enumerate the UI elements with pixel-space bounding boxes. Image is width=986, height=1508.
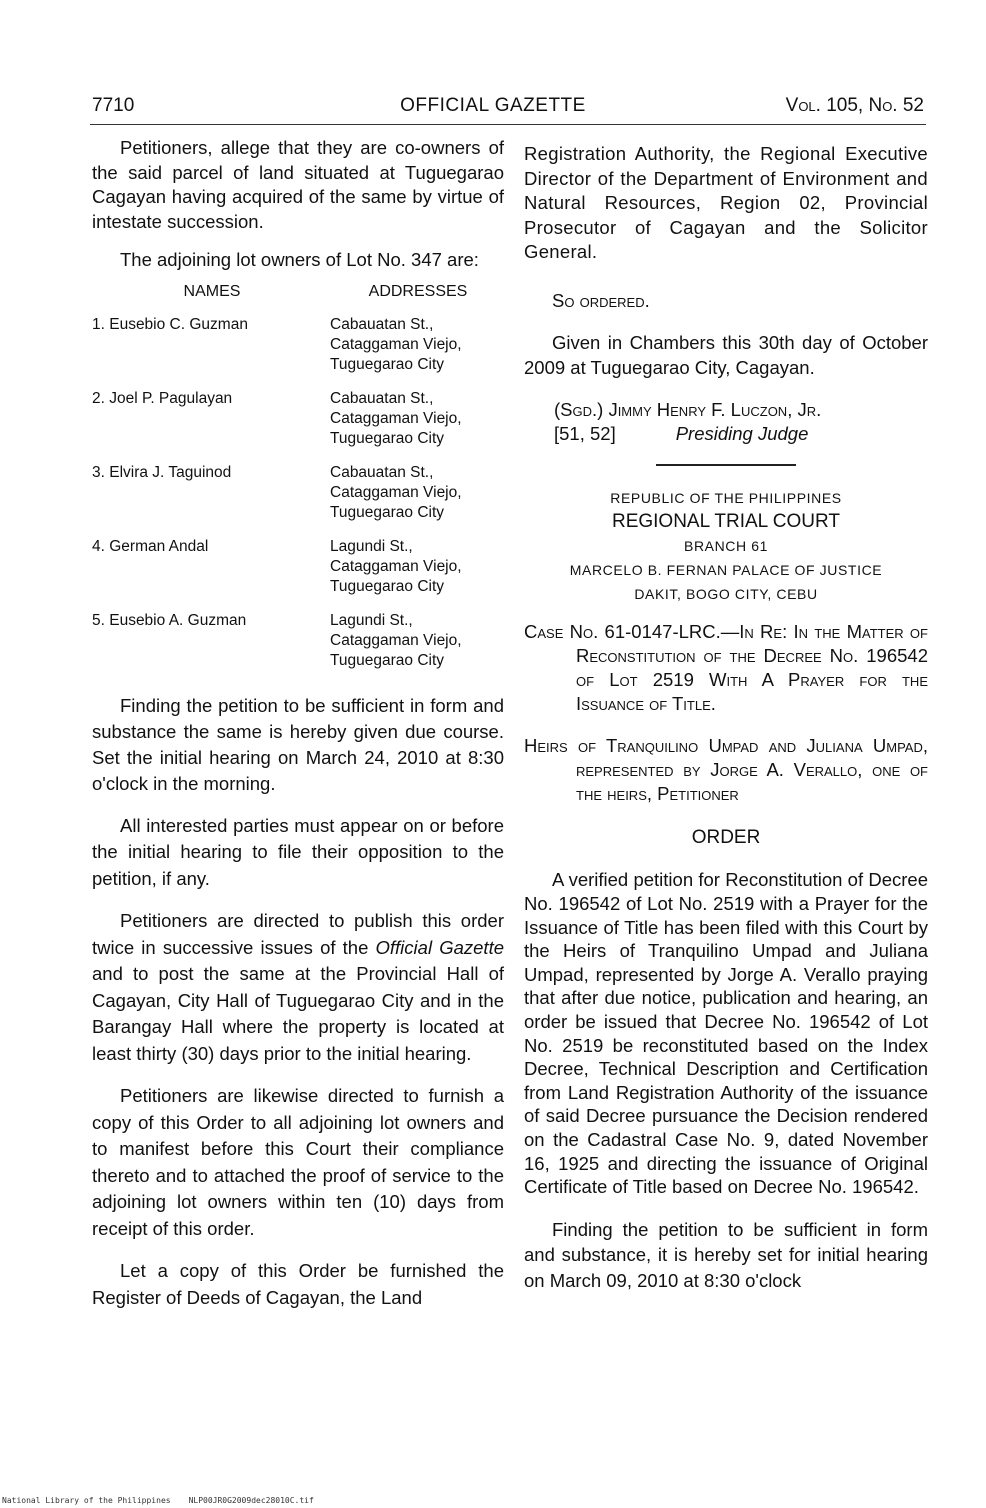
court-branch: BRANCH 61 [684, 538, 768, 555]
section-divider [656, 464, 796, 466]
page-number: 7710 [92, 95, 135, 116]
owner-name: 5. Eusebio A. Guzman [92, 611, 247, 629]
names-column-header: NAMES [183, 282, 241, 300]
owner-address [330, 463, 504, 523]
paragraph-registration-authority: Registration Authority, the Regional Executive Director of the Department of Environment and Natural Resources, Region 02, Provincial Prosecutor of Cagayan and the Solicitor General. [524, 143, 928, 263]
right-column [524, 142, 928, 1293]
scan-filename: NLP00JR0G2009dec28010C.tif [188, 1496, 314, 1505]
publication-title: OFFICIAL GAZETTE [400, 95, 586, 116]
court-place: DAKIT, BOGO CITY, CEBU [634, 586, 818, 603]
address-line: Tuguegarao City [330, 429, 445, 447]
adjoining-owners-table [92, 283, 504, 671]
paragraph-given-in-chambers: Given in Chambers this 30th day of October 2009 at Tuguegarao City, Cagayan. [524, 332, 928, 378]
address-line: Tuguegarao City [330, 577, 445, 595]
gazette-name-italic: Official Gazette [375, 936, 504, 958]
judge-name: (Sgd.) Jimmy Henry F. Luczon, Jr. [554, 399, 822, 421]
address-line: Tuguegarao City [330, 651, 445, 669]
paragraph-register-of-deeds: Let a copy of this Order be furnished the Register of Deeds of Cagayan, the Land [92, 1260, 504, 1308]
table-row [92, 537, 504, 597]
address-line: Lagundi St., [330, 537, 413, 555]
publish-order-text: Petitioners are directed to publish this order twice in successive issues of the [92, 910, 504, 958]
court-palace: MARCELO B. FERNAN PALACE OF JUSTICE [569, 562, 883, 579]
paragraph-interested-parties: All interested parties must appear on or before the initial hearing to file their opposition to the petition, if any. [92, 814, 504, 889]
owner-name: 4. German Andal [92, 537, 209, 555]
paragraph-sufficient-form: Finding the petition to be sufficient in form and substance the same is hereby given due course. Set the initial hearing on March 24, 2010 at 8:30 o'clock in the morning. [92, 694, 504, 794]
paragraph-co-owners: Petitioners, allege that they are co-owners of the said parcel of land situated at Tuguegarao Cagayan having acquired of the same by virtue of intestate succession. [92, 137, 504, 232]
address-line: Cataggaman Viejo, [330, 483, 462, 501]
judge-role: Presiding Judge [675, 423, 809, 445]
table-row [92, 463, 504, 523]
address-line: Tuguegarao City [330, 503, 445, 521]
address-line: Cabauatan St., [330, 463, 434, 481]
table-row [92, 611, 504, 671]
table-row [92, 315, 504, 375]
paragraph-verified-petition: A verified petition for Reconstitution of Decree No. 196542 of Lot No. 2519 with a Prayer for the Issuance of Title has been filed with this Court by the Heirs of Tranquilino Umpad and Juliana Umpad, represented by Jorge A. Verallo praying that after due notice, publication and hearing, an order be issued that Decree No. 196542 of Lot No. 2519 be reconstituted based on the Index Decree, Technical Description and Certification from Land Registration Authority of the issuance of said Decree pursuance the Decision rendered on the Cadastral Case No. 9, dated November 16, 1925 and directing the issuance of Original Certificate of Title based on Decree No. 196542. [524, 869, 928, 1198]
paragraph-publish-order [92, 908, 504, 1067]
publish-order-text-cont: and to post the same at the Provincial Hall of Cagayan, City Hall of Tuguegarao City and in the Barangay Hall where the property is located at least thirty (30) days prior to the initial hearing. [92, 963, 504, 1064]
case-parties: Heirs of Tranquilino Umpad and Juliana Umpad, represented by Jorge A. Verallo, one of the heirs, Petitioner [524, 735, 928, 805]
paragraph-furnish-copy: Petitioners are likewise directed to furnish a copy of this Order to all adjoining lot owners and to manifest before this Court their compliance thereto and to attached the proof of service to the adjoining lot owners within ten (10) days from receipt of this order. [92, 1085, 504, 1239]
court-name: REGIONAL TRIAL COURT [611, 511, 841, 533]
paragraph-initial-hearing: Finding the petition to be sufficient in form and substance, it is hereby set for initial hearing on March 09, 2010 at 8:30 o'clock [524, 1218, 928, 1291]
owner-address [330, 389, 504, 449]
addresses-column-header: ADDRESSES [368, 282, 468, 300]
owner-name: 3. Elvira J. Taguinod [92, 463, 232, 481]
paragraph-adjoining-owners: The adjoining lot owners of Lot No. 347 are: [120, 249, 479, 270]
header-rule [90, 124, 926, 125]
table-row [92, 389, 504, 449]
case-caption: Case No. 61-0147-LRC.—In Re: In the Matter of Reconstitution of the Decree No. 196542 of Lot 2519 With A Prayer for the Issuance of Title. [524, 621, 928, 715]
owner-address [330, 537, 504, 597]
signature-line [554, 422, 928, 446]
table-header [92, 283, 504, 301]
address-line: Cataggaman Viejo, [330, 557, 462, 575]
left-column [92, 136, 504, 1311]
order-heading: ORDER [691, 827, 761, 849]
so-ordered: So ordered. [552, 289, 650, 311]
owner-name: 2. Joel P. Pagulayan [92, 389, 233, 407]
owner-address [330, 611, 504, 671]
address-line: Cataggaman Viejo, [330, 631, 462, 649]
address-line: Cataggaman Viejo, [330, 335, 462, 353]
address-line: Tuguegarao City [330, 355, 445, 373]
owner-name: 1. Eusebio C. Guzman [92, 315, 248, 333]
signature-block [524, 398, 928, 446]
address-line: Cabauatan St., [330, 389, 434, 407]
library-credit: National Library of the Philippines [2, 1496, 171, 1505]
scan-footer [2, 1496, 332, 1505]
issue-reference: [51, 52] [554, 423, 616, 445]
address-line: Lagundi St., [330, 611, 413, 629]
owner-address [330, 315, 504, 375]
court-heading [524, 486, 928, 606]
address-line: Cabauatan St., [330, 315, 434, 333]
court-republic: REPUBLIC OF THE PHILIPPINES [610, 490, 842, 507]
address-line: Cataggaman Viejo, [330, 409, 462, 427]
volume-number: Vol. 105, No. 52 [785, 95, 924, 116]
